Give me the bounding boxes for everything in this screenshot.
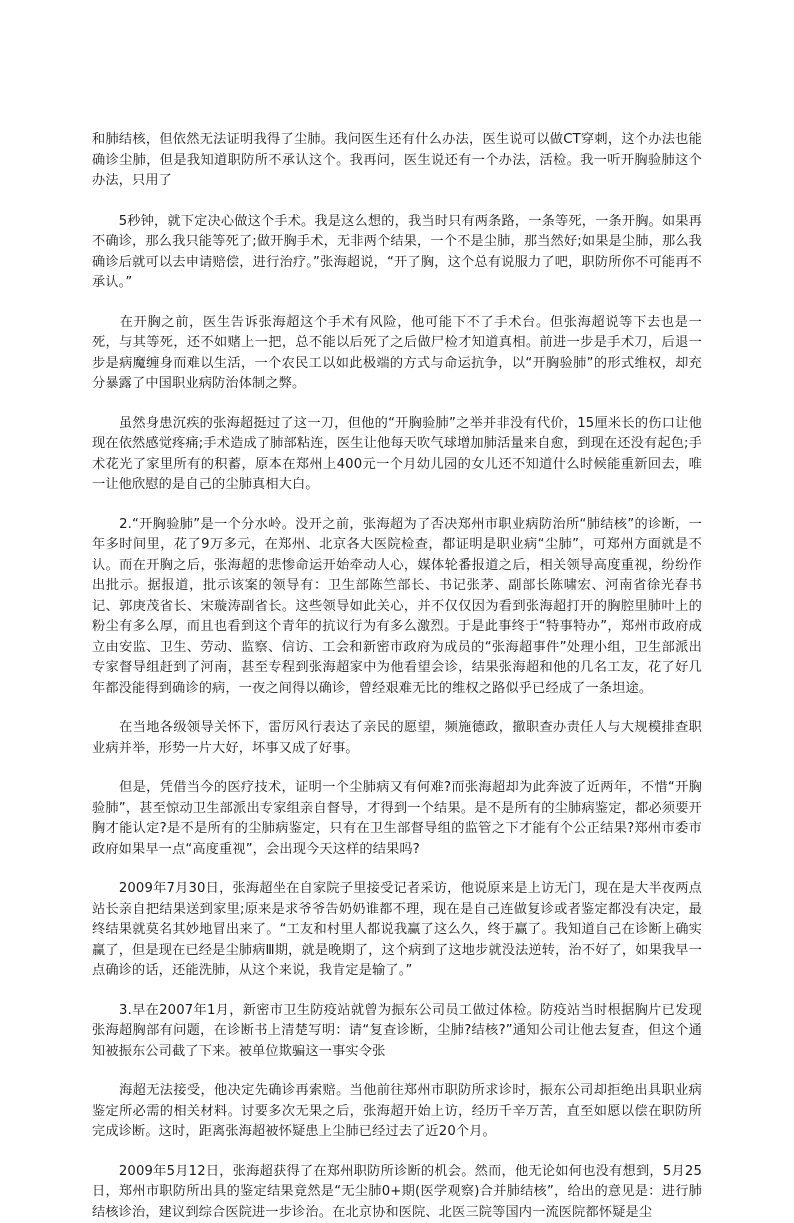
paragraph-5: 2.“开胸验肺”是一个分水岭。没开之前，张海超为了否决郑州市职业病防治所“肺结核”的诊断，一年多时间里，花了9万多元，在郑州、北京各大医院检查，都证明是职业病“尘肺”，可郑州方面就是不认。而在开胸之后，张海超的悲惨命运开始牵动人心，媒体轮番报道之后，相关领导高度重视，纷纷作出批示。据报道，批示该案的领导有：卫生部陈竺部长、书记张茅、副部长陈啸宏、河南省徐光春书记、郭庚茂省长、宋璇涛副省长。这些领导如此关心，并不仅仅因为看到张海超打开的胸腔里肺叶上的粉尘有多么厚，而且也看到这个青年的抗议行为有多么激烈。于是此事终于“特事特办”，郑州市政府成立由安监、卫生、劳动、监察、信访、工会和新密市政府为成员的“张海超事件”处理小组，卫生部派出专家督导组赶到了河南，甚至专程到张海超家中为他看望会诊，结果张海超和他的几名工友，花了好几年都没能得到确诊的病，一夜之间得以确诊，曾经艰难无比的维权之路似乎已经成了一条坦途。 bbox=[92, 515, 702, 700]
paragraph-7: 但是，凭借当今的医疗技术，证明一个尘肺病又有何难?而张海超却为此奔波了近两年，不惜“开胸验肺”，甚至惊动卫生部派出专家组亲自督导，才得到一个结果。是不是所有的尘肺病鉴定，都必须要开胸才能认定?是不是所有的尘肺病鉴定，只有在卫生部督导组的监管之下才能有个公正结果?郑州市委市政府如果早一点“高度重视”，会出现今天这样的结果吗? bbox=[92, 778, 702, 860]
paragraph-4: 虽然身患沉疾的张海超挺过了这一刀，但他的“开胸验肺”之举并非没有代价，15厘米长的伤口让他现在依然感觉疼痛;手术造成了肺部粘连，医生让他每天吹气球增加肺活量来自愈，到现在还没有起色;手术花光了家里所有的积蓄，原本在郑州上400元一个月幼儿园的女儿还不知道什么时候能重新回去，唯一让他欣慰的是自己的尘肺真相大白。 bbox=[92, 414, 702, 496]
paragraph-3: 在开胸之前，医生告诉张海超这个手术有风险，他可能下不了手术台。但张海超说等下去也是一死，与其等死，还不如赌上一把，总不能以后死了之后做尸检才知道真相。前进一步是手术刀，后退一步是病魔缠身而难以生活，一个农民工以如此极端的方式与命运抗争，以“开胸验肺”的形式维权，却充分暴露了中国职业病防治体制之弊。 bbox=[92, 313, 702, 395]
paragraph-2: 5秒钟，就下定决心做这个手术。我是这么想的，我当时只有两条路，一条等死，一条开胸。如果再不确诊，那么我只能等死了;做开胸手术，无非两个结果，一个不是尘肺，那当然好;如果是尘肺，那么我确诊后就可以去申请赔偿，进行治疗。”张海超说，“开了胸，这个总有说服力了吧，职防所你不可能再不承认。” bbox=[92, 212, 702, 294]
paragraph-6: 在当地各级领导关怀下，雷厉风行表达了亲民的愿望，频施德政，撤职查办责任人与大规模排查职业病并举，形势一片大好，坏事又成了好事。 bbox=[92, 718, 702, 759]
paragraph-10: 海超无法接受，他决定先确诊再索赔。当他前往郑州市职防所求诊时，振东公司却拒绝出具职业病鉴定所必需的相关材料。讨要多次无果之后，张海超开始上访，经历千辛万苦，直至如愿以偿在职防所完成诊断。这时，距离张海超被怀疑患上尘肺已经过去了近20个月。 bbox=[92, 1081, 702, 1143]
paragraph-9: 3.早在2007年1月，新密市卫生防疫站就曾为振东公司员工做过体检。防疫站当时根据胸片已发现张海超胸部有问题，在诊断书上清楚写明：请“复查诊断，尘肺?结核?”通知公司让他去复查，但这个通知被振东公司截了下来。被单位欺骗这一事实令张 bbox=[92, 1001, 702, 1063]
paragraph-11: 2009年5月12日，张海超获得了在郑州职防所诊断的机会。然而，他无论如何也没有想到，5月25日，郑州市职防所出具的鉴定结果竟然是“无尘肺0+期(医学观察)合并肺结核”，给出的意见是：进行肺结核诊治，建议到综合医院进一步诊治。在北京协和医院、北医三院等国内一流医院都怀疑是尘 bbox=[92, 1162, 702, 1223]
paragraph-8: 2009年7月30日，张海超坐在自家院子里接受记者采访，他说原来是上访无门，现在是大半夜两点站长亲自把结果送到家里;原来是求爷爷告奶奶谁都不理，现在是自己连做复诊或者鉴定都没有决定，最终结果就莫名其妙地冒出来了。“工友和村里人都说我赢了这么久，终于赢了。我知道自己在诊断上确实赢了，但是现在已经是尘肺病Ⅲ期，就是晚期了，这个病到了这地步就没法逆转，治不好了，如果我早一点确诊的话，还能洗肺，从这个来说，我肯定是输了。” bbox=[92, 879, 702, 982]
paragraph-1: 和肺结核，但依然无法证明我得了尘肺。我问医生还有什么办法，医生说可以做CT穿刺，这个办法也能确诊尘肺，但是我知道职防所不承认这个。我再问，医生说还有一个办法，活检。我一听开胸验肺这个办法，只用了 bbox=[92, 130, 702, 192]
